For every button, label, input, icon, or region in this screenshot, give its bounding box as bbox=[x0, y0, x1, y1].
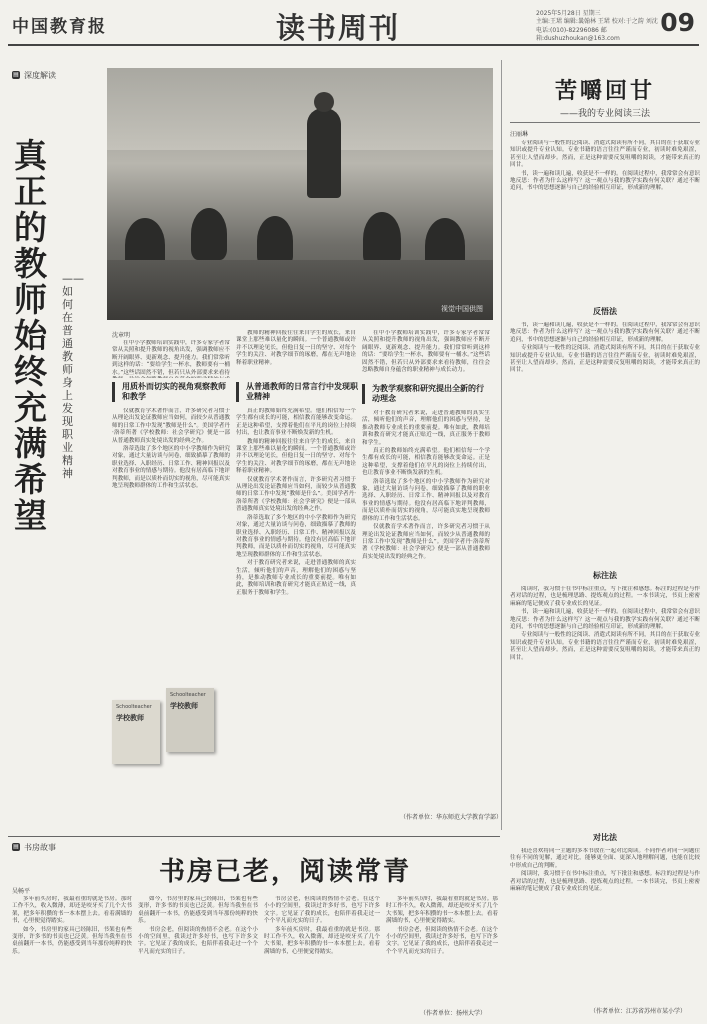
student-figure bbox=[363, 212, 401, 266]
bottom-paragraph: 书房会老，但阅读的热情不会老。在这个小小的空间里，我读过许多好书，也写下许多文字。它见证了我的成长，也陪伴着我走过一个个平凡而充实的日子。 bbox=[386, 926, 498, 955]
bottom-paragraph: 多年前买房时，我最看重的就是书房。那时工作不久，收入微薄，却还是咬牙买了几个大书架，把多年积攒的书一本本摆上去。看着满墙的书，心里便觉得踏实。 bbox=[12, 896, 132, 925]
contact-line: 电话:(010)-82296086 邮箱:dushuzhoukan@163.com bbox=[536, 26, 620, 43]
main-col-1 bbox=[112, 408, 230, 568]
main-paragraph: 仅就教育学术著作而言，许多研究者习惯于从理论出发论证教师应当如何，而较少从普通教师的日常工作中发现“教师是什么”。美国学者丹·洛蒂所著《学校教师：社会学研究》便是一部从普通教师真实处境出发的经典之作。 bbox=[112, 408, 230, 444]
right-paragraph: 专业阅读与一般性的泛阅读、消遣式阅读有所不同，其目的在于获取专业知识或提升专业认知。专业书籍的语言往往严谨而专业，初读时难免艰涩，甚至让人望而却步。然而，正是这种需要反复咀嚼的阅读，才能带来真正的回甘。 bbox=[510, 632, 700, 661]
tag-label: 书房故事 bbox=[24, 843, 56, 852]
section-tag-depth bbox=[12, 70, 56, 81]
bottom-col-1 bbox=[12, 896, 132, 1016]
right-col-2 bbox=[510, 586, 700, 826]
bottom-col-2 bbox=[138, 896, 258, 1016]
masthead-info bbox=[536, 10, 668, 44]
bottom-col-4 bbox=[386, 896, 498, 1004]
book-title: 学校教师 bbox=[116, 714, 144, 722]
right-paragraph: 阅读时，我习惯于在书中标注重点，写下批注和感想。标注的过程是与作者对话的过程，也是梳理思路、提炼观点的过程。一本书读完，书页上密密麻麻的笔记便成了我专业成长的见证。 bbox=[510, 871, 700, 893]
main-paragraph: 洛蒂选取了多个地区的中小学教师作为研究对象，通过大量访谈与问卷，细致描摹了教师的职业选择、入职经历、日常工作、精神回报以及对教育事业的情感与期待。他没有居高临下地评判教师，而是以质朴而切实的视角，尽可能真实地呈现教师群体的工作和生活状态。 bbox=[236, 514, 356, 558]
main-col-2 bbox=[236, 408, 356, 828]
bottom-paragraph: 多年前买房时，我最看重的就是书房。那时工作不久，收入微薄，却还是咬牙买了几个大书架，把多年积攒的书一本本摆上去。看着满墙的书，心里便觉得踏实。 bbox=[264, 926, 380, 955]
right-col-3 bbox=[510, 848, 700, 998]
main-byline: （作者单位：华东师范大学教育学部） bbox=[400, 814, 503, 821]
main-col-3 bbox=[362, 410, 490, 806]
main-col-1-intro bbox=[112, 340, 230, 378]
right-paragraph: 阅读时，我习惯于在书中标注重点，写下批注和感想。标注的过程是与作者对话的过程，也是梳理思路、提炼观点的过程。一本书读完，书页上密密麻麻的笔记便成了我专业成长的见证。 bbox=[510, 586, 700, 607]
desk-row bbox=[107, 260, 493, 320]
teacher-figure bbox=[307, 108, 341, 198]
classroom-photo bbox=[107, 68, 493, 320]
section-divider bbox=[8, 836, 500, 837]
book-icon: ▤ bbox=[13, 71, 19, 78]
right-paragraph: 书，读一遍和读几遍，收获是不一样的。在阅读过程中，我常常会有意识地反思：作者为什么这样写？这一观点与我的教学实践有何关联？通过不断追问，书中的思想逐渐与自己的经验相互印证，形成新的理解。 bbox=[510, 170, 700, 192]
bottom-headline: 书房已老，阅读常青 bbox=[158, 857, 411, 887]
bottom-byline: （作者单位：扬州大学） bbox=[420, 1010, 487, 1017]
right-paragraph: 我还喜欢将同一主题的多本书放在一起对比阅读。不同作者对同一问题往往有不同的见解，通过对比，能够更全面、更深入地理解问题，也能在比较中形成自己的判断。 bbox=[510, 848, 700, 869]
main-col-2-top bbox=[236, 330, 356, 380]
bottom-col-3 bbox=[264, 896, 380, 1016]
blackboard bbox=[107, 68, 493, 150]
main-paragraph: 洛蒂选取了多个地区的中小学教师作为研究对象，通过大量访谈与问卷，细致描摹了教师的职业选择、入职经历、日常工作、精神回报以及对教育事业的情感与期待。他没有居高临下地评判教师，而是以质朴而切实的视角，尽可能真实地呈现教师群体的工作和生活状态。 bbox=[362, 478, 490, 522]
bottom-author: 吴畅平 bbox=[12, 888, 31, 895]
bottom-paragraph: 如今，书房里的家具已经陈旧，书架也有些变形，许多书的书页也已泛黄。但每当我坐在书桌前翻开一本书，仍能感受到当年那份纯粹的快乐。 bbox=[138, 896, 258, 925]
book-cover bbox=[166, 688, 214, 752]
tag-label: 深度解读 bbox=[24, 71, 56, 80]
newspaper-logo: 中国教育报 bbox=[12, 17, 107, 37]
masthead bbox=[8, 6, 699, 46]
book-title: 学校教师 bbox=[170, 702, 198, 710]
right-headline: 苦嚼回甘 bbox=[554, 78, 655, 104]
photo-caption: 视觉中国供图 bbox=[441, 305, 483, 313]
main-subheadline: ——如何在普通教师身上发现职业精神 bbox=[62, 272, 84, 480]
book-cover bbox=[112, 700, 160, 764]
bottom-paragraph: 书房会老，但阅读的热情不会老。在这个小小的空间里，我读过许多好书，也写下许多文字。它见证了我的成长，也陪伴着我走过一个个平凡而充实的日子。 bbox=[264, 896, 380, 925]
section-tag-study bbox=[12, 842, 56, 853]
main-paragraph: 对于教育研究者来说，走进普通教师的真实生活，倾听他们的声音，理解他们的困惑与坚持，是推动教师专业成长的重要前提。唯有如此，教师培训和教育研究才能真正贴近一线，真正服务于教师和学生。 bbox=[236, 560, 356, 596]
main-heading-2: 从普通教师的日常言行中发现职业精神 bbox=[236, 382, 358, 402]
right-paragraph: 书，读一遍和读几遍，收获是不一样的。在阅读过程中，我常常会有意识地反思：作者为什么这样写？这一观点与我的教学实践有何关联？通过不断追问，书中的思想逐渐与自己的经验相互印证，形成新的理解。 bbox=[510, 322, 700, 343]
main-paragraph: 在中小学教师培训实践中，许多专家学者常常从关照和提升教师的视角出发，强调教师应不断开阔眼界、更新观念、提升能力。我们常常听到这样的话：“要给学生一杯水，教师要有一桶水。”这些话固然不错，但若只从外部要求来看待教师，往往会忽略教师自身蕴含的职业精神与成长动力。 bbox=[362, 330, 490, 374]
main-paragraph: 真正的教师始终充满希望。他们相信每一个学生都有成长的可能，相信教育能够改变命运。正是这种希望，支撑着他们在平凡的岗位上持续付出，也让教育事业不断焕发新的生机。 bbox=[362, 448, 490, 477]
main-paragraph: 教师的精神回报往往来自学生的成长，来自课堂上那些难以量化的瞬间。一个普通教师或许并不以理论见长，但他日复一日的坚守、对每个学生的关注、对教学细节的琢磨，都在无声地诠释着职业精神。 bbox=[236, 330, 356, 366]
main-headline: 真正的教师始终充满希望 bbox=[14, 136, 47, 535]
right-col-intro bbox=[510, 140, 700, 290]
issue-date: 2025年5月28日 星期三 bbox=[536, 10, 601, 17]
book-series: Schoolteacher bbox=[170, 692, 206, 698]
main-paragraph: 在中小学教师培训实践中，许多专家学者常常从关照和提升教师的视角出发，强调教师应不断开阔眼界、更新观念、提升能力。我们常常听到这样的话：“要给学生一杯水，教师要有一桶水。”这些话固然不错，但若只从外部要求来看待 bbox=[112, 340, 230, 376]
main-author: 沈章明 bbox=[112, 332, 131, 339]
section-title: 读书周刊 bbox=[276, 11, 401, 45]
right-paragraph: 专业阅读与一般性的泛阅读、消遣式阅读有所不同，其目的在于获取专业知识或提升专业认知。专业书籍的语言往往严谨而专业，初读时难免艰涩，甚至让人望而却步。然而，正是这种需要反复咀嚼的阅读，才能带来真正的回甘。 bbox=[510, 345, 700, 374]
right-col-1 bbox=[510, 322, 700, 482]
bottom-paragraph: 如今，书房里的家具已经陈旧，书架也有些变形，许多书的书页也已泛黄。但每当我坐在书桌前翻开一本书，仍能感受到当年那份纯粹的快乐。 bbox=[12, 926, 132, 955]
main-paragraph: 仅就教育学术著作而言，许多研究者习惯于从理论出发论证教师应当如何，而较少从普通教师的日常工作中发现“教师是什么”。美国学者丹·洛蒂所著《学校教师：社会学研究》便是一部从普通教师真实处境出发的经典之作。 bbox=[236, 476, 356, 513]
right-title-rule bbox=[510, 122, 700, 123]
right-author: 汪丽琳 bbox=[510, 131, 529, 138]
main-col-3-top bbox=[362, 330, 490, 375]
main-paragraph: 对于教育研究者来说，走进普通教师的真实生活，倾听他们的声音，理解他们的困惑与坚持，是推动教师专业成长的重要前提。唯有如此，教师培训和教育研究才能真正贴近一线，真正服务于教师和学生。 bbox=[362, 410, 490, 446]
main-paragraph: 真正的教师始终充满希望。他们相信每一个学生都有成长的可能，相信教育能够改变命运。正是这种希望，支撑着他们在平凡的岗位上持续付出，也让教育事业不断焕发新的生机。 bbox=[236, 408, 356, 437]
right-byline: （作者单位：江苏省苏州市某小学） bbox=[590, 1008, 687, 1015]
right-heading-2: 标注法 bbox=[593, 570, 617, 580]
editor-line: 主编:王珺 编辑:曩翰林 王珺 校对:于之韵 刘沈 bbox=[536, 18, 658, 26]
page-number: 09 bbox=[660, 8, 695, 37]
right-heading-1: 反悟法 bbox=[593, 306, 617, 316]
right-heading-3: 对比法 bbox=[593, 832, 617, 842]
student-figure bbox=[191, 208, 227, 260]
bottom-paragraph: 书房会老，但阅读的热情不会老。在这个小小的空间里，我读过许多好书，也写下许多文字。它见证了我的成长，也陪伴着我走过一个个平凡而充实的日子。 bbox=[138, 926, 258, 955]
book-series: Schoolteacher bbox=[116, 704, 152, 710]
main-paragraph: 洛蒂选取了多个地区的中小学教师作为研究对象，通过大量访谈与问卷，细致描摹了教师的职业选择、入职经历、日常工作、精神回报以及对教育事业的情感与期待。他没有居高临下地评判教师，而是以质朴而切实的视角，尽可能真实地呈现教师群体的工作和生活状态。 bbox=[112, 446, 230, 490]
main-paragraph: 教师的精神回报往往来自学生的成长，来自课堂上那些难以量化的瞬间。一个普通教师或许并不以理论见长，但他日复一日的坚守、对每个学生的关注、对教学细节的琢磨，都在无声地诠释着职业精神。 bbox=[236, 438, 356, 475]
main-heading-1: 用质朴而切实的视角观察教师和教学 bbox=[112, 382, 232, 402]
main-paragraph: 仅就教育学术著作而言，许多研究者习惯于从理论出发论证教师应当如何，而较少从普通教师的日常工作中发现“教师是什么”。美国学者丹·洛蒂所著《学校教师：社会学研究》便是一部从普通教师真实处境出发的经典之作。 bbox=[362, 524, 490, 560]
right-paragraph: 书，读一遍和读几遍，收获是不一样的。在阅读过程中，我常常会有意识地反思：作者为什么这样写？这一观点与我的教学实践有何关联？通过不断追问，书中的思想逐渐与自己的经验相互印证，形成新的理解。 bbox=[510, 609, 700, 631]
column-divider bbox=[501, 60, 502, 830]
bottom-paragraph: 多年前买房时，我最看重的就是书房。那时工作不久，收入微薄，却还是咬牙买了几个大书架，把多年积攒的书一本本摆上去。看着满墙的书，心里便觉得踏实。 bbox=[386, 896, 498, 925]
right-subheadline: ——我的专业阅读三法 bbox=[559, 109, 650, 119]
book-icon: ▤ bbox=[13, 843, 19, 850]
right-paragraph: 专业阅读与一般性的泛阅读、消遣式阅读有所不同，其目的在于获取专业知识或提升专业认知。专业书籍的语言往往严谨而专业，初读时难免艰涩，甚至让人望而却步。然而，正是这种需要反复咀嚼的阅读，才能带来真正的回甘。 bbox=[510, 140, 700, 169]
main-heading-3: 为教学观察和研究提出全新的行动理念 bbox=[362, 384, 490, 404]
student-figure bbox=[257, 216, 293, 266]
